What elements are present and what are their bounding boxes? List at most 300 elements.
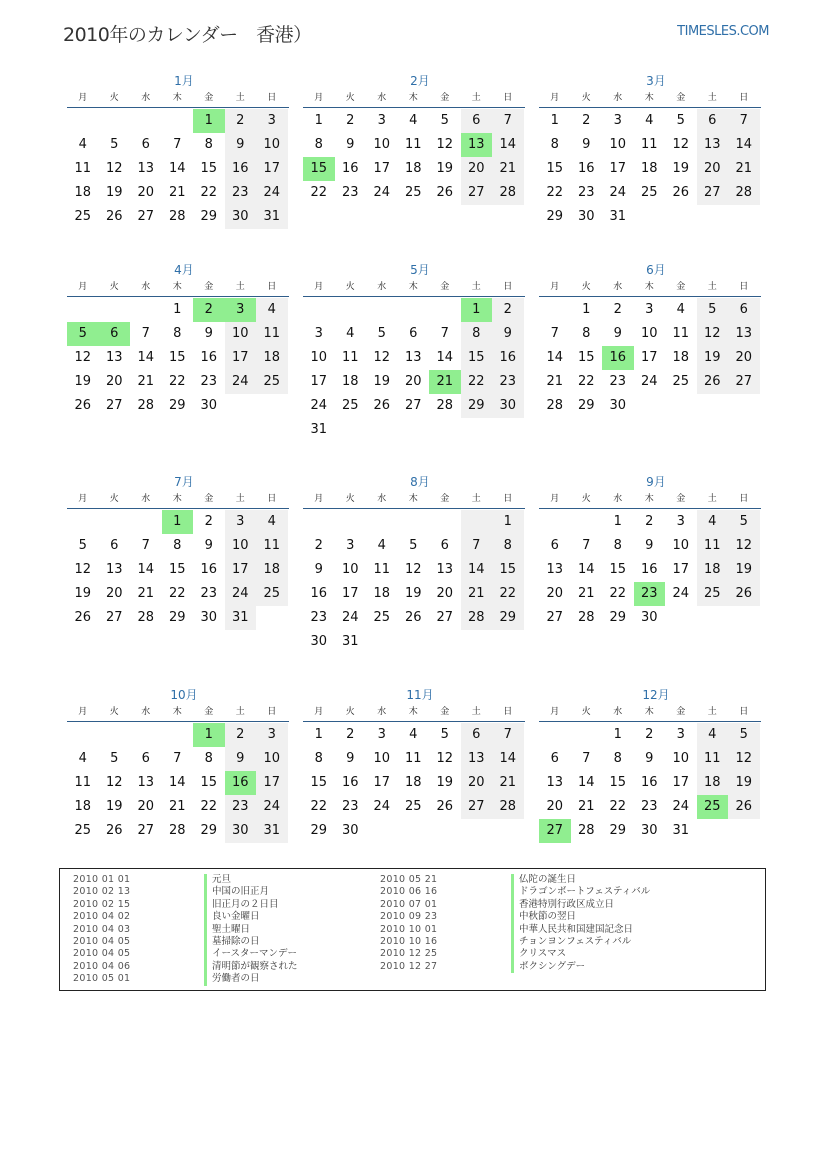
holiday-name: 中国の旧正月 [204, 886, 269, 898]
day-cell: 12 [105, 161, 123, 176]
holiday-entry [60, 924, 760, 936]
day-cell: 24 [225, 370, 257, 394]
day-cell: 5 [728, 510, 760, 534]
weekday-label: 木 [408, 93, 418, 103]
empty-cell [539, 510, 571, 534]
day-cell: 20 [137, 185, 155, 200]
holiday-day: 3 [225, 298, 257, 322]
weekday-label: 木 [172, 282, 182, 292]
day-cell: 11 [697, 534, 729, 558]
day-cell: 2 [613, 302, 622, 317]
weekday-label: 土 [707, 707, 717, 717]
month-1 [67, 72, 289, 229]
weekday-label: 火 [109, 707, 119, 717]
day-cell: 18 [672, 350, 690, 365]
day-cell: 12 [728, 747, 760, 771]
day-cell: 19 [105, 185, 123, 200]
day-cell: 30 [225, 819, 257, 843]
holiday-entry [60, 973, 760, 985]
month-title: 3月 [646, 74, 666, 88]
day-cell: 19 [74, 586, 92, 601]
day-cell: 10 [373, 137, 391, 152]
weekday-header [303, 279, 525, 297]
day-cell: 23 [609, 374, 627, 389]
day-cell: 1 [314, 727, 323, 742]
holiday-day: 1 [162, 510, 194, 534]
weekday-label: 水 [613, 93, 623, 103]
day-cell: 3 [225, 510, 257, 534]
holiday-name: ドラゴンボートフェスティバル [511, 886, 650, 898]
day-cell: 30 [200, 398, 218, 413]
day-cell: 12 [74, 562, 92, 577]
empty-cell [67, 723, 99, 747]
day-cell: 13 [137, 161, 155, 176]
day-cell: 9 [492, 322, 524, 346]
holiday-date: 2010 04 02 [73, 911, 131, 923]
weekday-label: 金 [440, 494, 450, 504]
day-cell: 8 [550, 137, 559, 152]
weekday-header [539, 90, 761, 108]
day-cell: 10 [341, 562, 359, 577]
weekday-label: 金 [440, 282, 450, 292]
holiday-day: 25 [697, 795, 729, 819]
day-cell: 21 [137, 586, 155, 601]
day-cell: 22 [168, 586, 186, 601]
weekday-label: 火 [109, 282, 119, 292]
day-grid [67, 723, 289, 843]
day-cell: 7 [492, 109, 524, 133]
month-3 [539, 72, 761, 229]
day-cell: 14 [461, 558, 493, 582]
holiday-entry [60, 911, 760, 923]
empty-cell [366, 298, 398, 322]
weekday-label: 土 [471, 707, 481, 717]
weekday-label: 水 [377, 494, 387, 504]
weekday-label: 月 [314, 282, 324, 292]
holiday-date: 2010 10 01 [380, 923, 438, 935]
day-cell: 29 [609, 610, 627, 625]
weekday-label: 木 [644, 707, 654, 717]
day-cell: 11 [404, 751, 422, 766]
day-cell: 19 [74, 374, 92, 389]
holiday-day: 21 [429, 370, 461, 394]
day-cell: 23 [341, 185, 359, 200]
weekday-label: 水 [377, 282, 387, 292]
day-cell: 12 [436, 137, 454, 152]
day-cell: 25 [697, 582, 729, 606]
day-cell: 20 [728, 346, 760, 370]
day-cell: 27 [137, 823, 155, 838]
day-cell: 9 [314, 562, 323, 577]
day-cell: 26 [728, 582, 760, 606]
day-grid [67, 298, 289, 418]
day-cell: 31 [341, 634, 359, 649]
weekday-label: 日 [739, 93, 749, 103]
day-cell: 3 [645, 302, 654, 317]
day-cell: 29 [200, 209, 218, 224]
weekday-label: 火 [581, 93, 591, 103]
weekday-label: 月 [78, 282, 88, 292]
month-7 [67, 473, 289, 630]
holiday-day: 1 [193, 109, 225, 133]
month-title: 7月 [174, 475, 194, 489]
holiday-name: 仏陀の誕生日 [511, 874, 576, 886]
empty-cell [99, 723, 131, 747]
day-cell: 10 [256, 747, 288, 771]
day-cell: 25 [640, 185, 658, 200]
empty-cell [571, 510, 603, 534]
day-cell: 28 [168, 823, 186, 838]
weekday-label: 日 [267, 707, 277, 717]
holiday-name: 旧正月の２日目 [204, 899, 279, 911]
day-cell: 3 [346, 538, 355, 553]
day-cell: 9 [645, 751, 654, 766]
empty-cell [303, 510, 335, 534]
holiday-date: 2010 04 03 [73, 923, 131, 935]
day-cell: 10 [310, 350, 328, 365]
weekday-label: 月 [78, 707, 88, 717]
day-cell: 4 [409, 727, 418, 742]
day-cell: 15 [310, 775, 328, 790]
month-title: 9月 [646, 475, 666, 489]
holiday-day: 13 [461, 133, 493, 157]
day-cell: 12 [373, 350, 391, 365]
empty-cell [99, 510, 131, 534]
day-cell: 5 [440, 727, 449, 742]
month-2 [303, 72, 525, 205]
holiday-date: 2010 02 15 [73, 898, 131, 910]
day-cell: 3 [256, 723, 288, 747]
weekday-label: 月 [78, 494, 88, 504]
day-cell: 4 [697, 510, 729, 534]
empty-cell [366, 510, 398, 534]
day-cell: 12 [728, 534, 760, 558]
day-cell: 16 [200, 350, 218, 365]
weekday-label: 火 [345, 93, 355, 103]
day-cell: 21 [577, 586, 595, 601]
day-cell: 26 [404, 610, 422, 625]
holiday-day: 23 [634, 582, 666, 606]
weekday-label: 日 [503, 93, 513, 103]
day-cell: 21 [728, 157, 760, 181]
weekday-label: 金 [204, 93, 214, 103]
holiday-day: 6 [99, 322, 131, 346]
day-cell: 13 [436, 562, 454, 577]
weekday-label: 土 [707, 494, 717, 504]
day-cell: 2 [582, 113, 591, 128]
day-cell: 6 [409, 326, 418, 341]
day-cell: 15 [577, 350, 595, 365]
day-cell: 10 [225, 322, 257, 346]
weekday-label: 土 [471, 282, 481, 292]
day-cell: 13 [137, 775, 155, 790]
day-cell: 7 [173, 137, 182, 152]
day-cell: 6 [440, 538, 449, 553]
day-cell: 20 [546, 799, 564, 814]
weekday-label: 木 [408, 282, 418, 292]
day-cell: 26 [74, 610, 92, 625]
day-cell: 24 [672, 586, 690, 601]
day-cell: 18 [404, 161, 422, 176]
day-cell: 21 [492, 771, 524, 795]
day-grid [303, 723, 525, 843]
day-cell: 3 [676, 727, 685, 742]
day-cell: 12 [74, 350, 92, 365]
weekday-label: 金 [440, 707, 450, 717]
day-cell: 18 [640, 161, 658, 176]
holiday-entry [60, 886, 760, 898]
weekday-label: 土 [235, 707, 245, 717]
weekday-label: 火 [581, 494, 591, 504]
weekday-label: 日 [739, 707, 749, 717]
day-cell: 1 [613, 514, 622, 529]
empty-cell [162, 723, 194, 747]
weekday-header [67, 704, 289, 722]
empty-cell [335, 510, 367, 534]
day-cell: 25 [341, 398, 359, 413]
day-cell: 22 [492, 582, 524, 606]
day-cell: 21 [168, 185, 186, 200]
weekday-label: 木 [644, 282, 654, 292]
day-cell: 30 [640, 610, 658, 625]
day-cell: 16 [225, 157, 257, 181]
weekday-label: 日 [503, 707, 513, 717]
weekday-label: 木 [408, 707, 418, 717]
day-cell: 17 [225, 558, 257, 582]
month-title: 11月 [406, 688, 434, 702]
day-cell: 9 [346, 751, 355, 766]
day-cell: 27 [461, 795, 493, 819]
day-cell: 8 [613, 751, 622, 766]
day-cell: 4 [78, 137, 87, 152]
weekday-label: 火 [345, 494, 355, 504]
day-cell: 18 [341, 374, 359, 389]
holiday-entry [60, 948, 760, 960]
day-cell: 13 [546, 562, 564, 577]
day-cell: 13 [461, 747, 493, 771]
day-cell: 15 [546, 161, 564, 176]
month-6 [539, 261, 761, 418]
day-cell: 6 [141, 751, 150, 766]
weekday-label: 日 [267, 282, 277, 292]
day-cell: 10 [640, 326, 658, 341]
month-title: 8月 [410, 475, 430, 489]
day-cell: 13 [728, 322, 760, 346]
day-cell: 30 [200, 610, 218, 625]
day-cell: 17 [672, 775, 690, 790]
weekday-label: 水 [377, 707, 387, 717]
day-cell: 30 [225, 205, 257, 229]
day-cell: 20 [105, 374, 123, 389]
empty-cell [303, 298, 335, 322]
day-cell: 12 [436, 751, 454, 766]
day-cell: 31 [225, 606, 257, 630]
day-cell: 21 [461, 582, 493, 606]
day-cell: 4 [409, 113, 418, 128]
day-cell: 26 [436, 799, 454, 814]
day-cell: 4 [256, 510, 288, 534]
day-cell: 11 [256, 534, 288, 558]
day-cell: 20 [461, 771, 493, 795]
day-cell: 15 [168, 350, 186, 365]
day-cell: 9 [204, 326, 213, 341]
empty-cell [539, 298, 571, 322]
holiday-entry [60, 874, 760, 886]
day-cell: 10 [256, 133, 288, 157]
day-cell: 16 [492, 346, 524, 370]
day-cell: 4 [645, 113, 654, 128]
day-cell: 23 [577, 185, 595, 200]
weekday-label: 火 [581, 282, 591, 292]
day-cell: 4 [697, 723, 729, 747]
day-cell: 22 [609, 799, 627, 814]
day-cell: 11 [373, 562, 391, 577]
holiday-name: 清明節が観察された [204, 961, 298, 973]
holiday-day: 15 [303, 157, 335, 181]
holiday-day: 16 [225, 771, 257, 795]
day-cell: 7 [728, 109, 760, 133]
holiday-date: 2010 09 23 [380, 911, 438, 923]
day-cell: 2 [314, 538, 323, 553]
day-cell: 17 [225, 346, 257, 370]
day-cell: 22 [461, 370, 493, 394]
empty-cell [130, 109, 162, 133]
day-cell: 27 [404, 398, 422, 413]
day-cell: 4 [256, 298, 288, 322]
day-cell: 12 [404, 562, 422, 577]
day-cell: 29 [168, 398, 186, 413]
holiday-date: 2010 12 25 [380, 948, 438, 960]
weekday-label: 水 [377, 93, 387, 103]
day-cell: 20 [461, 157, 493, 181]
day-cell: 30 [609, 398, 627, 413]
day-cell: 17 [373, 775, 391, 790]
weekday-label: 木 [644, 494, 654, 504]
day-cell: 2 [225, 723, 257, 747]
day-cell: 28 [168, 209, 186, 224]
day-cell: 15 [609, 562, 627, 577]
day-cell: 19 [697, 346, 729, 370]
day-cell: 20 [546, 586, 564, 601]
day-cell: 26 [373, 398, 391, 413]
month-10 [67, 686, 289, 843]
month-11 [303, 686, 525, 843]
day-cell: 19 [436, 161, 454, 176]
day-cell: 11 [672, 326, 690, 341]
weekday-label: 火 [581, 707, 591, 717]
weekday-label: 土 [471, 494, 481, 504]
day-cell: 9 [204, 538, 213, 553]
holiday-date: 2010 05 01 [73, 973, 131, 985]
weekday-label: 土 [235, 282, 245, 292]
day-cell: 11 [256, 322, 288, 346]
day-cell: 16 [310, 586, 328, 601]
day-cell: 17 [373, 161, 391, 176]
day-cell: 7 [582, 538, 591, 553]
holiday-date: 2010 04 05 [73, 936, 131, 947]
day-cell: 23 [310, 610, 328, 625]
day-cell: 19 [105, 799, 123, 814]
holiday-date: 2010 04 05 [73, 948, 131, 960]
day-cell: 21 [137, 374, 155, 389]
day-cell: 19 [728, 771, 760, 795]
holiday-name: 墓掃除の日 [204, 936, 260, 948]
day-cell: 18 [697, 771, 729, 795]
day-cell: 5 [440, 113, 449, 128]
day-cell: 6 [550, 538, 559, 553]
day-cell: 11 [640, 137, 658, 152]
day-cell: 26 [105, 823, 123, 838]
day-cell: 7 [492, 723, 524, 747]
day-cell: 5 [728, 723, 760, 747]
day-cell: 11 [74, 775, 92, 790]
day-cell: 28 [728, 181, 760, 205]
day-cell: 15 [461, 346, 493, 370]
day-cell: 24 [609, 185, 627, 200]
day-cell: 28 [137, 610, 155, 625]
month-title: 1月 [174, 74, 194, 88]
day-cell: 27 [546, 610, 564, 625]
day-cell: 25 [256, 370, 288, 394]
month-4 [67, 261, 289, 418]
day-cell: 8 [204, 751, 213, 766]
empty-cell [99, 109, 131, 133]
day-grid [67, 109, 289, 229]
month-title: 6月 [646, 263, 666, 277]
day-cell: 23 [640, 799, 658, 814]
weekday-label: 土 [707, 93, 717, 103]
day-cell: 1 [492, 510, 524, 534]
holiday-day: 1 [193, 723, 225, 747]
weekday-label: 水 [613, 494, 623, 504]
day-cell: 28 [137, 398, 155, 413]
day-cell: 24 [373, 185, 391, 200]
day-cell: 13 [105, 350, 123, 365]
brand-link[interactable]: TIMESLES.COM [677, 24, 769, 39]
month-title: 2月 [410, 74, 430, 88]
weekday-label: 月 [550, 93, 560, 103]
weekday-header [539, 704, 761, 722]
holiday-date: 2010 12 27 [380, 960, 438, 972]
holiday-day: 2 [193, 298, 225, 322]
empty-cell [429, 510, 461, 534]
weekday-header [539, 491, 761, 509]
day-cell: 27 [436, 610, 454, 625]
day-cell: 8 [314, 137, 323, 152]
day-cell: 6 [550, 751, 559, 766]
day-cell: 27 [137, 209, 155, 224]
weekday-label: 月 [550, 707, 560, 717]
day-grid [539, 510, 761, 630]
day-cell: 2 [645, 514, 654, 529]
weekday-label: 火 [345, 707, 355, 717]
day-cell: 24 [256, 795, 288, 819]
day-cell: 24 [672, 799, 690, 814]
day-cell: 20 [404, 374, 422, 389]
day-cell: 1 [173, 302, 182, 317]
day-cell: 6 [461, 723, 493, 747]
day-cell: 31 [672, 823, 690, 838]
day-cell: 22 [168, 374, 186, 389]
day-cell: 21 [168, 799, 186, 814]
day-cell: 17 [256, 771, 288, 795]
day-cell: 7 [550, 326, 559, 341]
weekday-label: 木 [172, 494, 182, 504]
holiday-name: イースターマンデー [204, 948, 297, 960]
day-cell: 9 [582, 137, 591, 152]
day-cell: 23 [200, 586, 218, 601]
day-cell: 22 [577, 374, 595, 389]
